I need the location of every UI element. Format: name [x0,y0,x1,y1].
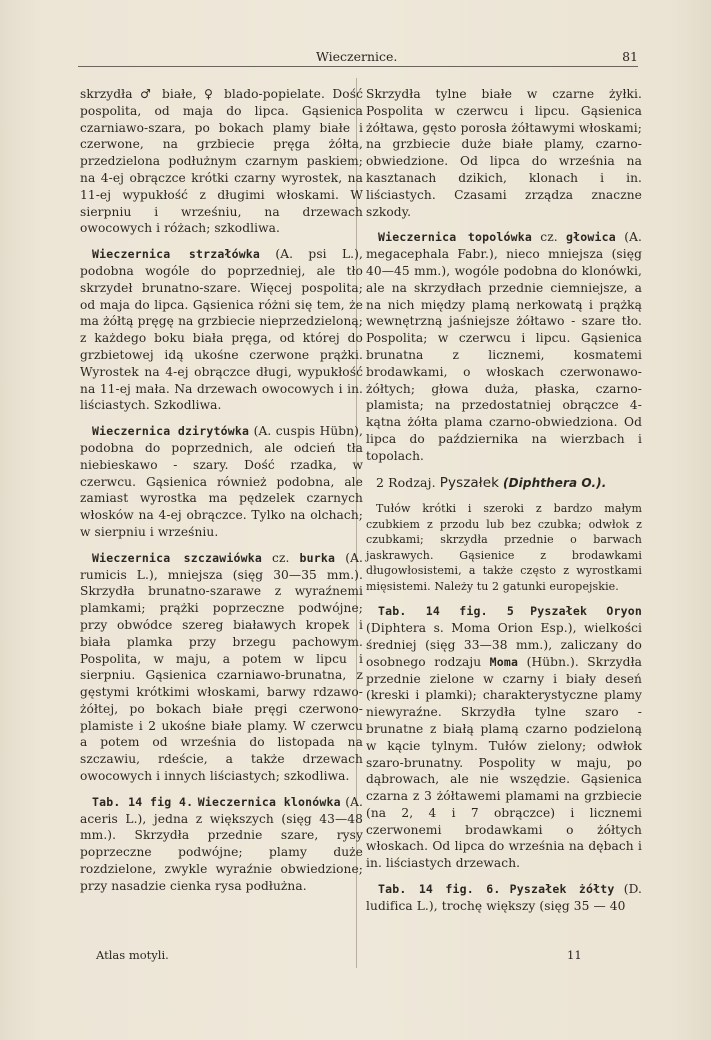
entry-text: (A. psi L.), podobna wogóle do poprzedniej, ale tło skrzydeł brunatno-szare. Więcej pospolita; od maja do lipca. Gąsienica różni się tem, że ma żółtą pręgę na grzbiecie nieprzedzieloną; z każdego boku biała pręga, od której do grzbietowej idą ukośne czerwone prążki. Wyrostek na 4-ej obrączce długi, wypukłość na 11-ej mała. Na drzewach owocowych i in. liściastych. Szkodliwa. [80,247,363,413]
species-name: Wieczernica topolówka [378,230,532,245]
plate-reference: Tab. 14 fig 4. [92,794,194,809]
genus-description: Tułów krótki i szeroki z bardzo małym czubkiem z przodu lub bez czubka; odwłok z czubkami; skrzydła przednie o barwach jaskrawych. Gąsienice z brodawkami długowłosistemi, a także często z wyrostkami mięsistemi. Należy tu 2 gatunki europejskie. [366,502,642,593]
entry-text: (A. cuspis Hübn), podobna do poprzednich, ale odcień tła niebieskawo - szary. Dość rzadka, w czerwcu. Gąsienica również podobna, ale zamiast wyrostka ma pędzelek czarnych włosków na 4-ej obrączce. Tylko na olchach; w sierpniu i wrześniu. [80,424,363,539]
entry-zolty [366,881,642,915]
species-name: Pyszałek żółty [509,882,615,897]
entry-text: (A. rumicis L.), mniejsza (sięg 30—35 mm.). Skrzydła brunatno-szarawe z wyraźnemi plamkami; prążki poprzeczne podwójne; przy obwódce szereg białawych kropek i biała plamka przy brzegu pachowym. Pospolita, w maju, a potem w lipcu i sierpniu. Gąsienica czarniawo-brunatna, z gęstymi krótkimi włoskami, barwy rdzawo-żółtej, po bokach białe pręgi czerwono-plamiste i 2 ukośne białe plamy. W czerwcu a potem od września do listopada na szczawiu, rdeście, a także drzewach owocowych i innych liściastych; szkodliwa. [80,550,363,784]
species-name: Wieczernica strzałówka [92,247,261,262]
plate-reference: Tab. 14 fig. 6. [378,882,501,897]
genus-ref-name: Moma [489,654,519,669]
entry-text: (D. ludifica L.), trochę większy (sięg 35 — 40 [366,882,642,913]
genus-heading [376,475,642,492]
left-column [80,86,363,904]
entry-text: (A. megacephala Fabr.), nieco mniejsza (sięg 40—45 mm.), wogóle podobna do klonówki, ale na skrzydłach przednie ciemniejsze, a na nich między plamą nerkowatą i prążką wewnętrzną jaśniejsze żółtawo - szare tło. Pospolita; w czerwcu i lipcu. Gąsienica brunatna z licznemi, kosmatemi brodawkami, o włoskach czerwonawo-żółtych; głowa duża, płaska, czarno-plamista; na przedostatniej obrączce 4-kątna żółta plama czarno-obwiedziona. Od lipca do października na wierzbach i topolach. [366,230,642,463]
genus-authority: (Diphthera O.). [503,475,607,490]
entry-oryon [366,603,642,872]
common-name-connector: cz. [531,230,567,245]
entry-text: (Diphtera s. Moma Orion Esp.), wielkości średniej (sięg 33—38 mm.), zaliczany do osobnego rodzaju [366,621,642,669]
entry-klonowka [80,794,363,895]
entry-text: (A. aceris L.), jedna z większych (sięg 43—48 mm.). Skrzydła przednie szare, rysy poprzeczne podwójne; plamy duże rozdzielone, zwykle wyraźnie obwiedzione; przy nasadzie cienka rysa podłużna. [80,794,363,893]
species-alt-name: burka [299,550,336,565]
signature-number: 11 [567,948,582,962]
paragraph-continuation: Skrzydła tylne białe w czarne żyłki. Pospolita w czerwcu i lipcu. Gąsienica żółtawa, gęsto porosła żółtawymi włoskami; na grzbiecie duże białe plamy, czarno-obwiedzione. Od lipca do września na kasztanach dzikich, klonach i in. liściastych. Czasami zrządza znaczne szkody. [366,87,642,219]
species-name: Wieczernica dzirytówka [92,424,250,439]
entry-dzirytowka [80,423,363,541]
plate-reference: Tab. 14 fig. 5 [378,604,515,619]
species-name: Pyszałek Oryon [530,604,642,619]
species-alt-name: głowica [566,230,616,245]
species-name: Wieczernica szczawiówka [92,550,262,565]
genus-name: Pyszałek [439,474,500,491]
entry-strzalowka [80,246,363,414]
species-name: Wieczernica klonówka [197,794,341,809]
running-title: Wieczernice. [316,49,398,64]
right-column [366,86,642,924]
paragraph-continuation: skrzydła ♂ białe, ♀ blado-popielate. Dość pospolita, od maja do lipca. Gąsienica czarniawo-szara, po bokach plamy białe i czerwone, na grzbiecie pręga żółta, przedzielona podłużnym czarnym paskiem; na 4-ej obrączce krótki czarny wyrostek, na 11-ej wypukłość z długimi włoskami. W sierpniu i wrześniu, na drzewach owocowych i różach; szkodliwa. [80,87,363,236]
common-name-connector: cz. [261,550,300,565]
entry-topolowka [366,229,642,464]
page-number: 81 [622,49,638,64]
signature-mark: Atlas motyli. [96,948,169,962]
entry-text-cont: (Hübn.). Skrzydła przednie zielone w czarny i biały deseń (kreski i plamki); charakterystyczne plamy niewyraźne. Skrzydła tylne szaro - brunatne z białą plamą czarno podzieloną w kącie tylnym. Tułów zielony; odwłok szaro-brunatny. Pospolity w maju, po dąbrowach, ale nie wszędzie. Gąsienica czarna z 3 żółtawemi plamami na grzbiecie (na 2, 4 i 7 obrączce) i licznemi czerwonemi brodawkami o żółtych włoskach. Od lipca do września na dębach i in. liściastych drzewach. [366,654,642,871]
genus-number: 2 Rodzaj. [376,474,436,490]
running-head [78,44,638,67]
entry-szczawiowka [80,550,363,785]
